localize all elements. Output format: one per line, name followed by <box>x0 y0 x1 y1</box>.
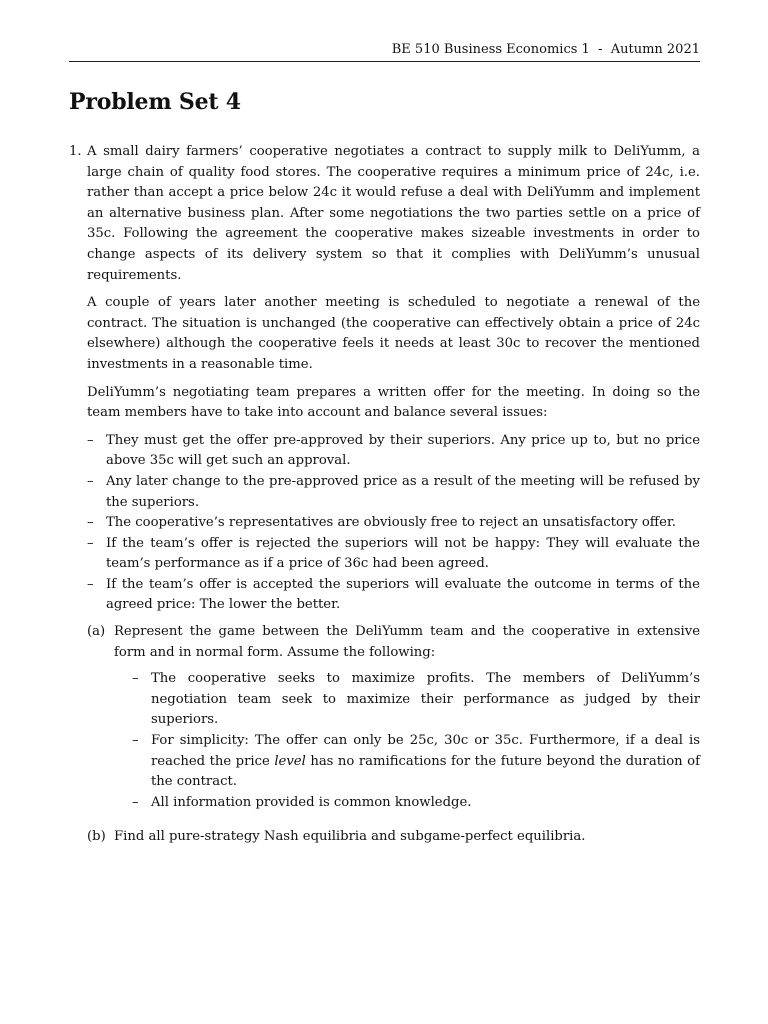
paragraph-3: DeliYumm’s negotiating team prepares a written offer for the meeting. In doing so the team members have to take into account and balance several issues: <box>87 384 700 421</box>
header-rule <box>69 61 700 62</box>
part-b <box>87 827 700 848</box>
list-item: – If the team’s offer is accepted the superiors will evaluate the outcome in terms of the agreed price: The lower the better. <box>87 575 700 616</box>
part-b-text: Find all pure-strategy Nash equilibria and subgame-perfect equilibria. <box>114 829 586 845</box>
issues-list <box>87 431 700 616</box>
assumption-text: has no ramifications for the future beyond the duration of the contract. <box>151 753 700 790</box>
list-item: – If the team’s offer is rejected the superiors will not be happy: They will evaluate the team’s performance as if a price of 36c had been agreed. <box>87 534 700 575</box>
list-item: – The cooperative’s representatives are obviously free to reject an unsatisfactory offer. <box>87 513 700 534</box>
question-1 <box>69 142 700 854</box>
part-a-text: Represent the game between the DeliYumm team and the cooperative in extensive form and in normal form. Assume the following: <box>114 624 700 660</box>
list-item <box>132 731 700 793</box>
question-body <box>87 142 700 848</box>
emphasis-level: level <box>274 753 306 769</box>
part-b-label: (b) <box>87 829 106 845</box>
running-header: BE 510 Business Economics 1 - Autumn 2021 <box>391 42 700 57</box>
list-item: – Any later change to the pre-approved price as a result of the meeting will be refused by the superiors. <box>87 472 700 513</box>
page-title: Problem Set 4 <box>69 89 241 115</box>
question-number: 1. <box>69 144 82 159</box>
list-item: – They must get the offer pre-approved by their superiors. Any price up to, but no price above 35c will get such an approval. <box>87 431 700 472</box>
part-a-label: (a) <box>87 624 106 640</box>
part-a <box>87 622 700 813</box>
list-item: – The cooperative seeks to maximize profits. The members of DeliYumm’s negotiation team seek to maximize their performance as judged by their superiors. <box>132 669 700 731</box>
assumptions-list <box>114 669 700 813</box>
paragraph-1: A small dairy farmers’ cooperative negotiates a contract to supply milk to DeliYumm, a large chain of quality food stores. The cooperative requires a minimum price of 24c, i.e. rather than accept a price below 24c it would refuse a deal with DeliYumm and implement an alternative business plan. After some negotiations the two parties settle on a price of 35c. Following the agreement the cooperative makes sizeable investments in order to change aspects of its delivery system so that it complies with DeliYumm’s unusual requirements. <box>87 144 700 283</box>
list-item: – All information provided is common knowledge. <box>132 793 700 814</box>
assumption-text: For simplicity: The offer can only be 25c, 30c or 35c. Furthermore, if a deal is reached the price <box>151 733 700 769</box>
paragraph-2: A couple of years later another meeting is scheduled to negotiate a renewal of the contract. The situation is unchanged (the cooperative can effectively obtain a price of 24c elsewhere) although the cooperative feels it needs at least 30c to recover the mentioned investments in a reasonable time. <box>87 295 700 372</box>
